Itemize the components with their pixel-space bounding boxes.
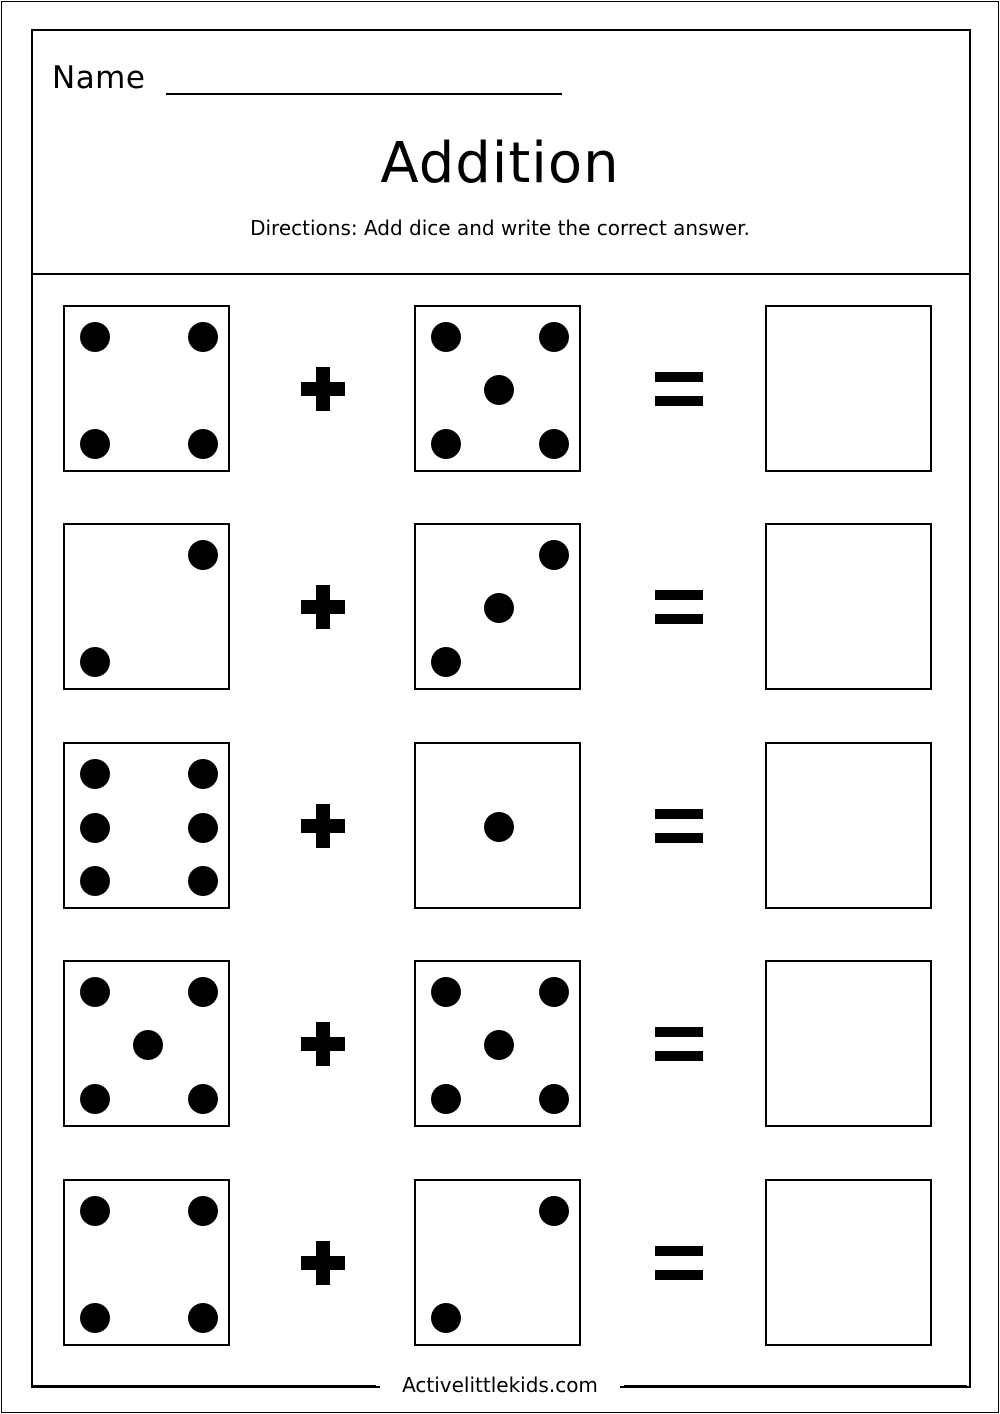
die-pip xyxy=(188,429,218,459)
answer-box[interactable] xyxy=(765,523,932,690)
right-die xyxy=(414,305,581,472)
left-die xyxy=(63,523,230,690)
die-pip xyxy=(80,1196,110,1226)
plus-icon xyxy=(301,1241,345,1285)
equals-icon xyxy=(655,372,703,406)
die-pip xyxy=(431,977,461,1007)
equals-icon xyxy=(655,1027,703,1061)
die-pip xyxy=(539,429,569,459)
die-pip xyxy=(80,759,110,789)
die-pip xyxy=(133,1030,163,1060)
worksheet-title: Addition xyxy=(380,131,620,196)
right-die xyxy=(414,523,581,690)
header-divider xyxy=(31,273,971,275)
die-pip xyxy=(484,593,514,623)
die-pip xyxy=(188,866,218,896)
right-die xyxy=(414,960,581,1127)
right-die xyxy=(414,1179,581,1346)
left-die xyxy=(63,1179,230,1346)
die-pip xyxy=(431,1084,461,1114)
die-pip xyxy=(80,322,110,352)
die-pip xyxy=(484,1030,514,1060)
answer-box[interactable] xyxy=(765,742,932,909)
die-pip xyxy=(188,1196,218,1226)
die-pip xyxy=(188,1084,218,1114)
plus-icon xyxy=(301,585,345,629)
footer-site-text: Activelittlekids.com xyxy=(380,1370,620,1400)
die-pip xyxy=(188,977,218,1007)
name-write-line[interactable] xyxy=(166,93,562,95)
die-pip xyxy=(80,647,110,677)
plus-icon xyxy=(301,804,345,848)
die-pip xyxy=(484,812,514,842)
die-pip xyxy=(188,1303,218,1333)
die-pip xyxy=(539,1084,569,1114)
die-pip xyxy=(80,1303,110,1333)
die-pip xyxy=(484,375,514,405)
die-pip xyxy=(431,322,461,352)
die-pip xyxy=(431,647,461,677)
die-pip xyxy=(188,322,218,352)
equals-icon xyxy=(655,1246,703,1280)
die-pip xyxy=(80,813,110,843)
left-die xyxy=(63,960,230,1127)
plus-icon xyxy=(301,1022,345,1066)
die-pip xyxy=(539,977,569,1007)
die-pip xyxy=(80,866,110,896)
equals-icon xyxy=(655,590,703,624)
die-pip xyxy=(539,1196,569,1226)
left-die xyxy=(63,742,230,909)
die-pip xyxy=(80,1084,110,1114)
die-pip xyxy=(431,1303,461,1333)
equals-icon xyxy=(655,809,703,843)
die-pip xyxy=(431,429,461,459)
die-pip xyxy=(188,759,218,789)
die-pip xyxy=(188,540,218,570)
answer-box[interactable] xyxy=(765,1179,932,1346)
die-pip xyxy=(539,322,569,352)
footer-line-left xyxy=(31,1385,376,1387)
name-label: Name xyxy=(52,60,146,96)
die-pip xyxy=(80,977,110,1007)
directions-text: Directions: Add dice and write the correct answer. xyxy=(250,216,750,240)
footer-line-right xyxy=(624,1385,967,1387)
left-die xyxy=(63,305,230,472)
die-pip xyxy=(539,540,569,570)
answer-box[interactable] xyxy=(765,305,932,472)
die-pip xyxy=(188,813,218,843)
die-pip xyxy=(80,429,110,459)
answer-box[interactable] xyxy=(765,960,932,1127)
plus-icon xyxy=(301,367,345,411)
right-die xyxy=(414,742,581,909)
